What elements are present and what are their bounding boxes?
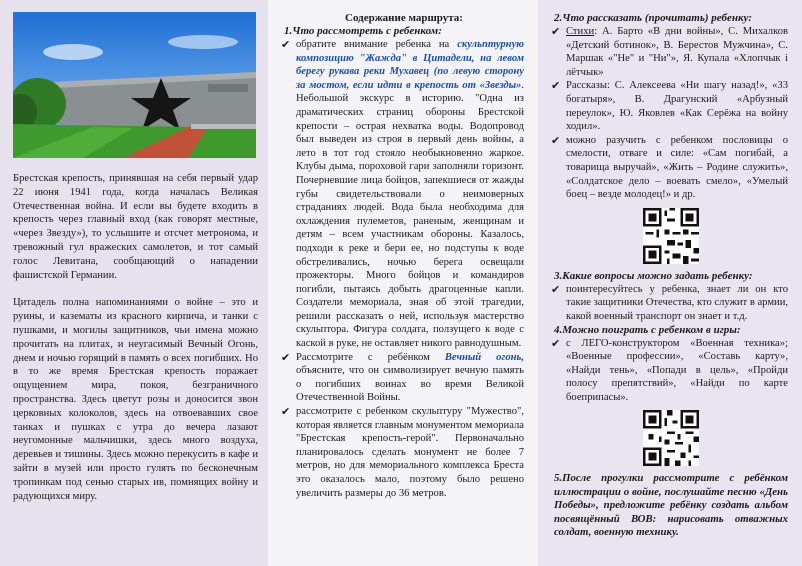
section-2-title: 2.Что рассказать (прочитать) ребенку: bbox=[554, 12, 752, 24]
right-column bbox=[538, 0, 802, 566]
item1-text-b: . Небольшой экскурс в историю. "Одна из драматических страниц обороны Брестской крепости – острая нехватка воды. Водопровод был выведен из строя в первый день войны, а лето в тот год стояло необыкновенно жаркое. Клубы дыма, пороховой гари заполняли горизонт. Почерневшие лица бойцов, запекшиеся от жажды губы свидетельствовали о неимоверных страданиях людей. Вода была необходима для охлаждения пулеметов, раненым, женщинам и детям – всем участникам обороны. Казалось, подходи к реке и бери ее, но подступы к воде обстреливались, ночью берега освещали прожекторы. Много бойцов и командиров погибли, пытаясь добыть драгоценные капли. Создатели мемориала, зная об этой трагедии, решили рассказать о ней, используя мастерство скульптора. Фигура солдата, ползущего к воде с каской в руке, не оставляет никого равнодушным. bbox=[296, 79, 524, 350]
fortress-photo bbox=[13, 12, 256, 158]
item3-text: рассмотрите с ребенком скульптуру "Мужество", которая является главным монументом мемориала "Брестская крепость-герой". Первоначально планировалось сделать монумент не более 7 метров, но для мемориального комплекса Бреста это оказалось мало, поэтому было решено увеличить размеры до 36 метров. bbox=[296, 406, 524, 499]
check-icon: ✔ bbox=[551, 282, 561, 296]
item2-text-b: объясните, что он символизирует вечную память о погибших воинах во время Великой Отечественной Войны. bbox=[296, 365, 524, 404]
after-walk-note: 5.После прогулки рассмотрите с ребёнком иллюстрации о войне, послушайте песню «День Победы», предложите ребёнку создать альбом посвящённый ВОВ: нарисовать отважных солдат, военную технику. bbox=[554, 472, 788, 539]
proverbs-text: можно разучить с ребенком пословицы о смелости, отваге и силе: «Сам погибай, а товарища выручай», «Жить – Родине служить», «Солдатское дело – воевать смело», «Умелый боец – везде молодец!» и др. bbox=[566, 134, 788, 201]
citadel-paragraph: Цитадель полна напоминаниями о войне – это и руины, и казематы из красного кирпича, и танки с пушками, и могилы защитников, чьи имена можно прочитать на плитах, и неугасимый Вечный Огонь, днем и ночью горящий в память о всех погибших. Но в то же время Брестская крепость поражает ощущением мира, покоя, безграничного пространства. Здесь цветут розы и доносится звон церковных колоколов, здесь на отвоевавших свое танках и пушках с утра до вечера лазают неугомонные мальчишки, здесь много воздуха, деревьев и тишины. Здесь можно перекусить в кафе и зайти в музей или просто гулять по бесконечным тропинкам под сенью старых ив, помнящих войну и радующихся миру. bbox=[13, 297, 258, 502]
stories-text: Рассказы: С. Алексеева «Ни шагу назад!», «33 богатыря», В. Драгунский «Арбузный переулок», Ю. Яковлев «Как Серёжа на войну ходил». bbox=[566, 80, 788, 133]
section-1-title: 1.Что рассмотреть с ребенком: bbox=[284, 25, 442, 37]
left-column bbox=[0, 0, 268, 566]
games-text: с ЛЕГО-конструктором «Военная техника»; «Военные профессии», «Составь карту», «Найди тень», «Попади в цель», «Пройди полосу препятствий», «Найди по карте боеприпасы». bbox=[566, 337, 788, 403]
poems-text: : А. Барто «В дни войны», С. Михалков «Детский ботинок», В. Берестов Мужчина», С. Маршак «"Не" и "Ни"», Я. Купала «Хлопчык і лётчык» bbox=[566, 26, 788, 78]
list-item-poems bbox=[551, 25, 788, 79]
list-item-questions bbox=[551, 282, 789, 324]
middle-column bbox=[268, 0, 538, 566]
list-item-eternal-flame bbox=[281, 350, 525, 405]
qr-code-icon[interactable] bbox=[643, 410, 699, 466]
item2-text-a: Рассмотрите с ребёнком bbox=[296, 351, 445, 363]
route-heading: Содержание маршрута: bbox=[345, 12, 463, 24]
item1-text-a: обратите внимание ребенка на bbox=[296, 39, 458, 50]
check-icon: ✔ bbox=[551, 25, 561, 38]
item2-highlight: Вечный огонь, bbox=[444, 351, 525, 363]
list-item-games bbox=[551, 336, 788, 405]
poems-label: Стихи bbox=[566, 26, 595, 37]
section-3-title: 3.Какие вопросы можно задать ребенку: bbox=[554, 269, 753, 282]
qr-code-icon[interactable] bbox=[643, 208, 699, 264]
section-4-title: 4.Можно поиграть с ребенком в игры: bbox=[554, 323, 741, 336]
check-icon: ✔ bbox=[551, 79, 561, 93]
check-icon: ✔ bbox=[281, 350, 291, 364]
list-item-proverbs bbox=[551, 133, 788, 202]
questions-text: поинтересуйтесь у ребенка, знает ли он кто такие защитники Отечества, кто служит в армии, какой военный транспорт он знает и т.д. bbox=[566, 283, 789, 322]
list-item-courage-monument bbox=[281, 405, 524, 500]
list-item-thirst-sculpture bbox=[281, 38, 524, 351]
check-icon: ✔ bbox=[551, 336, 561, 350]
list-item-stories bbox=[551, 79, 788, 133]
check-icon: ✔ bbox=[281, 405, 291, 419]
intro-paragraph: Брестская крепость, принявшая на себя первый удар 22 июня 1941 года, когда началась Великая Отечественная война. И если вы будете входить в крепость через главный вход (как говорят местные, «через Звезду»), то услышите и отсчет метронома, и тревожный гул вражеских самолетов, и тот самый голос Левитана, сообщающий о нападении фашистской Германии. bbox=[13, 173, 258, 281]
item1-highlight: скульптурную композицию "Жажда" в Цитадели, на левом берегу рукава реки Мухавец (по левую сторону за мостом, если идти в крепость от «Звезды» bbox=[296, 39, 524, 91]
check-icon: ✔ bbox=[551, 133, 561, 147]
check-icon: ✔ bbox=[281, 38, 291, 51]
